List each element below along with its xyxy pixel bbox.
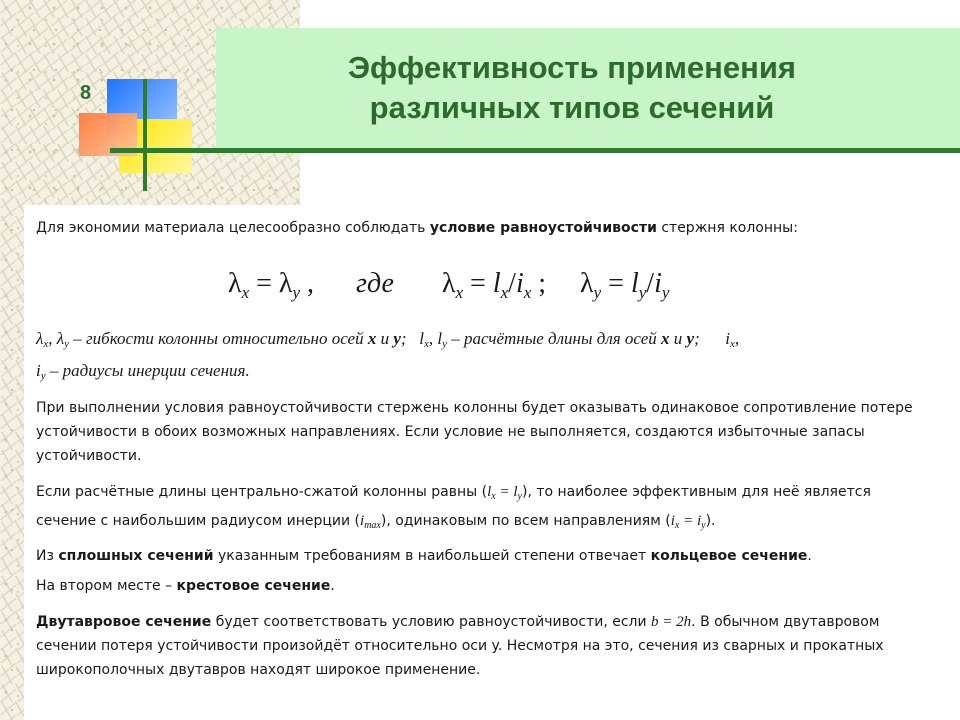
title-line-2: различных типов сечений [369, 90, 775, 125]
decor-vertical-line [143, 79, 147, 191]
formula: $\lambda_x = \lambda_y$ , где $\lambda_x = l_x/i_x$ ; $\lambda_y = l_y/i_y$ [228, 268, 670, 302]
paragraph-effective-section: Если расчётные длины центрально-сжатой колонны равны $(l_x = l_y)$, то наиболее эффективным для неё является сечение с наибольшим радиусом инерции $(i_{max})$, одинаковым по всем направлениям $(i_x = i_y)$. [36, 484, 871, 531]
notation-line-2: $i_y$ – радиусы инерции сечения. [36, 361, 250, 382]
formula-where: где [356, 268, 394, 299]
title-underline [110, 148, 960, 153]
notation-line-1: $\lambda_x$, $\lambda_y$ – гибкости колонны относительно осей x и y; $l_x$, $l_y$ – расчётные длины для осей x и y; $i_x$, [36, 329, 740, 350]
title-line-1: Эффективность применения [347, 50, 797, 85]
paragraph-equal-resistance: При выполнении условия равноустойчивости стержень колонны будет оказывать одинаковое сопротивление потере устойчивости в обоих возможных направлениях. Если условие не выполняется, создаются избыточные запасы устойчивости. [36, 400, 913, 464]
paragraph-cross-section: На втором месте – крестовое сечение. [36, 578, 335, 594]
bottom-strip [285, 703, 960, 720]
paragraph-solid-sections: Из сплошных сечений указанным требованиям в наибольшей степени отвечает кольцевое сечение. [36, 548, 812, 564]
page-title [216, 48, 928, 128]
slide-number: 8 [80, 82, 92, 104]
paragraph-ibeam: Двутавровое сечение будет соответствовать условию равноустойчивости, если b = 2h. В обычном двутавровом сечении потеря устойчивости произойдёт относительно оси y. Несмотря на это, сечения из сварных и прокатных широкополочных двутавров находят широкое применение. [36, 614, 884, 678]
intro-bold: условие равноустойчивости [429, 220, 657, 236]
intro-paragraph: Для экономии материала целесообразно соблюдать условие равноустойчивости стержня колонны: [36, 220, 798, 236]
